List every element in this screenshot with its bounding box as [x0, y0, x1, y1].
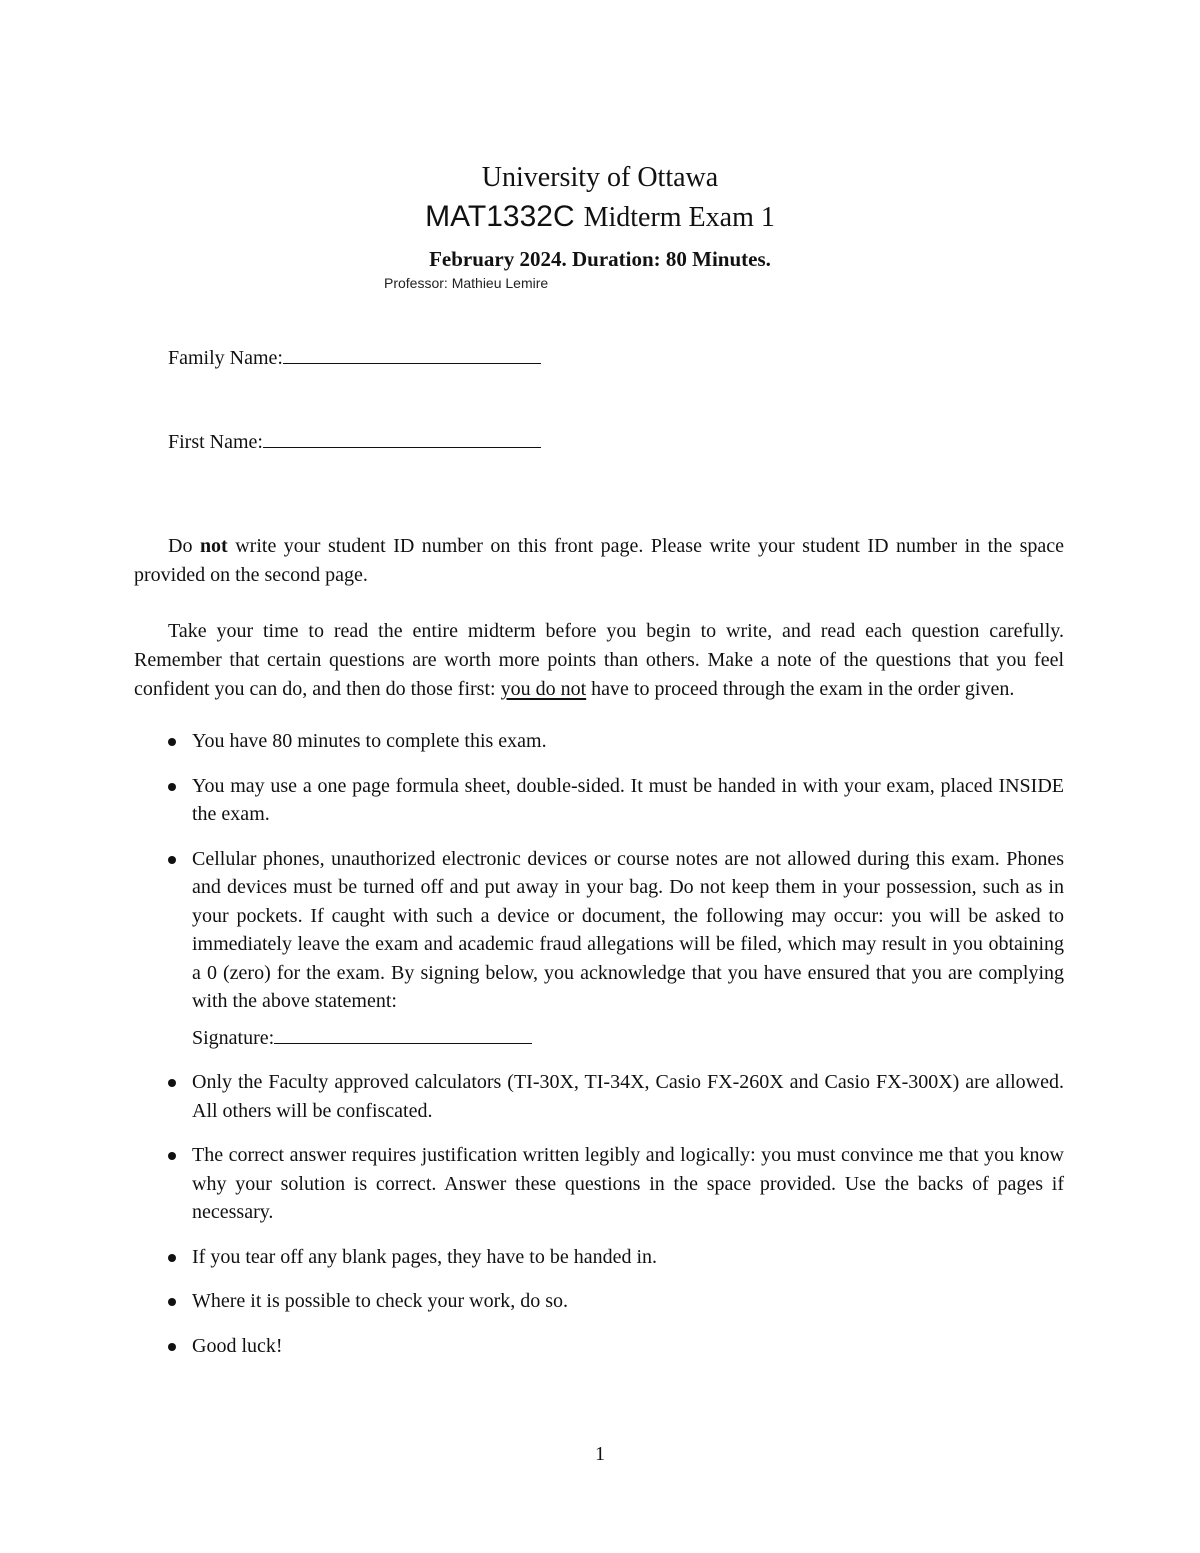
first-name-blank[interactable] — [263, 429, 541, 448]
course-title — [0, 198, 1200, 237]
professor-name: Professor: Mathieu Lemire — [384, 275, 549, 291]
exam-order-prefix: Take your time to read the entire midterm before you begin to write, and read each question carefully. Remember that certain questions are worth more points than others. Make a note of the questions that you feel confident you can do, and then do those first: — [134, 620, 1064, 700]
rule-check-work — [134, 1287, 1064, 1316]
exam-date-duration: February 2024. Duration: 80 Minutes. — [429, 247, 771, 271]
rule-good-luck — [134, 1332, 1064, 1361]
bullet-icon — [168, 1343, 176, 1351]
rule-blank-pages — [134, 1243, 1064, 1272]
bullet-icon — [168, 1254, 176, 1262]
exam-rules-list — [134, 727, 1064, 1376]
exam-order-instruction — [134, 617, 1064, 704]
bullet-icon — [168, 856, 176, 864]
bullet-icon — [168, 1079, 176, 1087]
exam-order-suffix: have to proceed through the exam in the order given. — [586, 678, 1015, 700]
exam-title: Midterm Exam 1 — [583, 202, 775, 233]
signature-blank[interactable] — [274, 1025, 532, 1044]
course-code: MAT1332C — [425, 200, 575, 233]
bullet-icon — [168, 738, 176, 746]
rule-blank-pages-text: If you tear off any blank pages, they have to be handed in. — [192, 1245, 658, 1268]
student-id-emphasis: not — [199, 535, 228, 557]
rule-calculators — [134, 1068, 1064, 1125]
rule-justification-text: The correct answer requires justification written legibly and logically: you must convince me that you know why your solution is correct. Answer these questions in the space provided. Use the backs of pages if necessary. — [192, 1144, 1064, 1223]
rule-check-work-text: Where it is possible to check your work, do so. — [192, 1290, 569, 1312]
rule-good-luck-text: Good luck! — [192, 1334, 283, 1357]
student-id-prefix: Do — [168, 535, 200, 557]
rule-calculators-text: Only the Faculty approved calculators (TI-30X, TI-34X, Casio FX-260X and Casio FX-300X) are allowed. All others will be confiscated. — [192, 1071, 1064, 1122]
family-name-blank[interactable] — [283, 345, 541, 364]
student-id-instruction — [134, 532, 1064, 590]
signature-row — [192, 1024, 1064, 1053]
bullet-icon — [168, 783, 176, 791]
university-title: University of Ottawa — [481, 162, 719, 193]
family-name-label: Family Name: — [168, 347, 283, 369]
exam-order-underlined: you do not — [500, 678, 587, 700]
rule-devices-text: Cellular phones, unauthorized electronic devices or course notes are not allowed during this exam. Phones and devices must be turned off and put away in your bag. Do not keep them in your possession, such as in your pockets. If caught with such a device or document, the following may occur: you will be asked to immediately leave the exam and academic fraud allegations will be filed, which may result in you obtaining a 0 (zero) for the exam. By signing below, you acknowledge that you have ensured that you are complying with the above statement: — [192, 847, 1064, 1012]
rule-duration-text: You have 80 minutes to complete this exam. — [192, 730, 547, 752]
first-name-row — [168, 428, 541, 456]
rule-formula-sheet-text: You may use a one page formula sheet, double-sided. It must be handed in with your exam, placed INSIDE the exam. — [192, 774, 1064, 825]
rule-justification — [134, 1141, 1064, 1227]
rule-devices — [134, 845, 1064, 1053]
rule-formula-sheet — [134, 772, 1064, 829]
first-name-label: First Name: — [168, 431, 263, 453]
family-name-row — [168, 344, 541, 372]
signature-label: Signature: — [192, 1026, 275, 1049]
bullet-icon — [168, 1152, 176, 1160]
rule-duration — [134, 727, 1064, 756]
page-number: 1 — [595, 1443, 605, 1465]
bullet-icon — [168, 1298, 176, 1306]
student-id-suffix: write your student ID number on this front page. Please write your student ID number in the space provided on the second page. — [134, 535, 1064, 586]
